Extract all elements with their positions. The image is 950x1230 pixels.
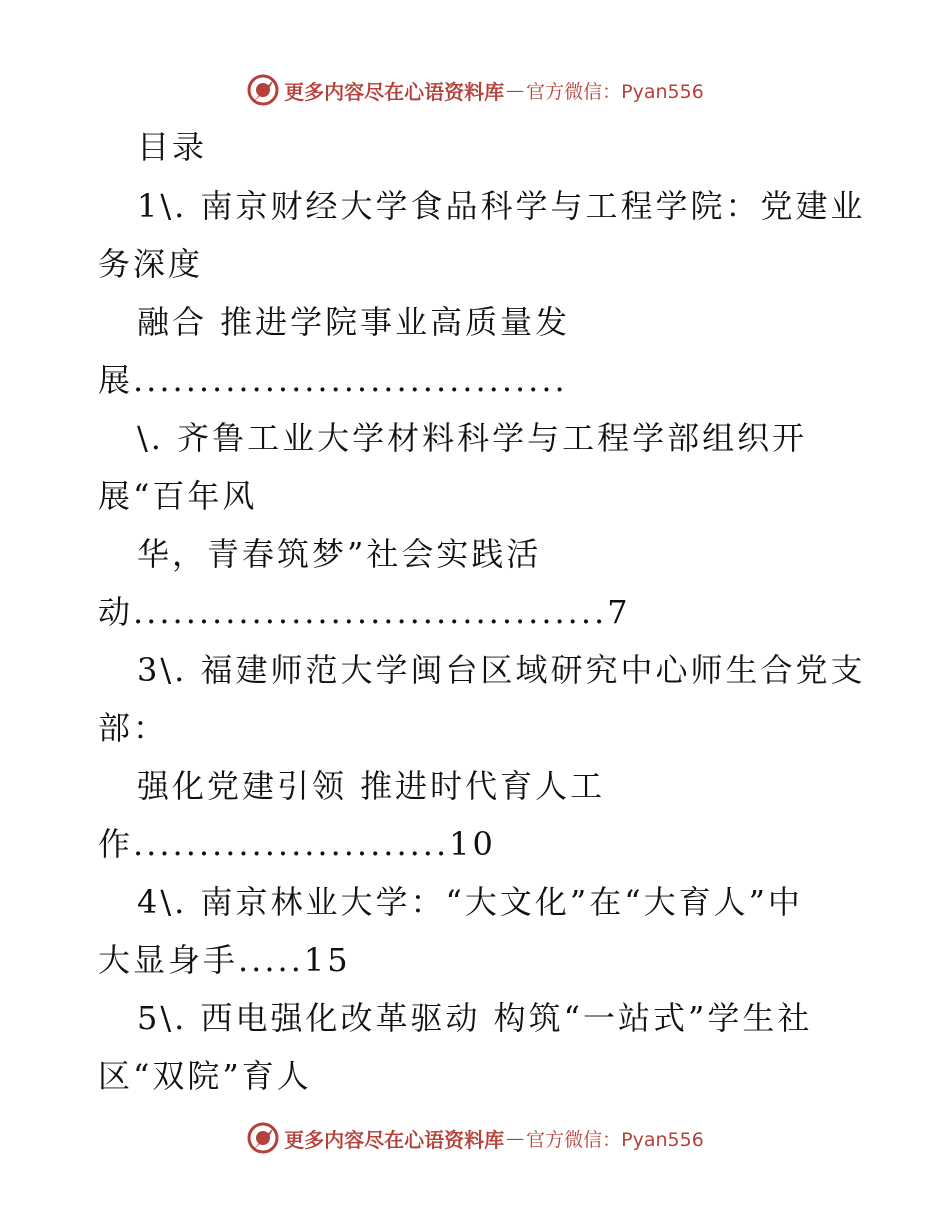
toc-line-4: 展................................. [98,361,568,399]
toc-line-10: 部： [98,709,169,747]
toc-line-9: 3\. 福建师范大学闽台区域研究中心师生合党支 [137,651,866,689]
banner-site-name: 更多内容尽在心语资料库 [284,79,505,104]
toc-line-3: 融合 推进学院事业高质量发 [137,303,571,341]
header-banner [0,70,950,110]
toc-line-6: 展“百年风 [98,477,258,515]
toc-line-7: 华，青春筑梦”社会实践活 [137,535,542,573]
toc-line-13: 4\. 南京林业大学：“大文化”在“大育人”中 [137,883,803,921]
toc-line-12: 作........................10 [98,825,496,863]
toc-line-11: 强化党建引领 推进时代育人工 [137,767,606,805]
toc-line-2: 务深度 [98,245,204,283]
toc-line-16: 区“双院”育人 [98,1057,312,1095]
toc-line-1: 1\. 南京财经大学食品科学与工程学院：党建业 [137,187,866,225]
banner-site-name: 更多内容尽在心语资料库 [284,1127,505,1152]
toc-line-15: 5\. 西电强化改革驱动 构筑“一站式”学生社 [137,999,813,1037]
toc-heading: 目录 [137,128,208,166]
banner-dash: — [506,1127,525,1149]
toc-line-14: 大显身手.....15 [98,941,351,979]
quill-logo-icon [246,73,280,107]
banner-wechat: 官方微信：Pyan556 [526,1128,704,1151]
quill-logo-icon [246,1121,280,1155]
banner-dash: — [506,79,525,101]
toc-line-8: 动....................................7 [98,593,631,631]
toc-line-5: \. 齐鲁工业大学材料科学与工程学部组织开 [137,419,808,457]
banner-wechat: 官方微信：Pyan556 [526,80,704,103]
footer-banner [0,1118,950,1158]
